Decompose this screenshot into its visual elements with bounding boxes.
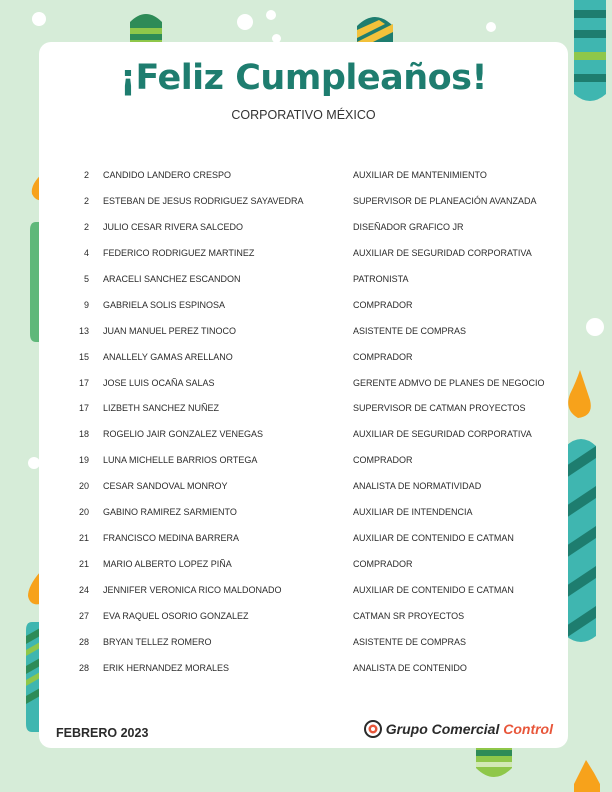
list-item (39, 372, 568, 398)
birthday-name: GABINO RAMIREZ SARMIENTO (103, 507, 237, 518)
birthday-position: COMPRADOR (353, 455, 413, 466)
list-item (39, 294, 568, 320)
flame-icon (572, 760, 602, 792)
birthday-day: 4 (83, 247, 89, 258)
flame-icon (26, 572, 40, 606)
birthday-name: LUNA MICHELLE BARRIOS ORTEGA (103, 455, 258, 466)
page-title: ¡Feliz Cumpleaños! (120, 58, 487, 98)
birthday-day: 2 (83, 170, 89, 180)
birthday-day: 2 (83, 195, 89, 206)
birthday-position: GERENTE ADMVO DE PLANES DE NEGOCIO (353, 377, 545, 388)
birthday-name: ARACELI SANCHEZ ESCANDON (103, 273, 241, 284)
birthday-position: SUPERVISOR DE PLANEACIÓN AVANZADA (353, 195, 537, 206)
candle-icon (26, 622, 40, 732)
birthday-name: JULIO CESAR RIVERA SALCEDO (103, 221, 244, 232)
list-item (39, 423, 568, 449)
birthday-name: LIZBETH SANCHEZ NUÑEZ (103, 403, 220, 414)
decorative-dot (32, 12, 46, 26)
birthday-day: 18 (78, 429, 89, 440)
decorative-dot (237, 14, 253, 30)
birthday-name: FRANCISCO MEDINA BARRERA (103, 533, 240, 544)
birthday-day: 21 (78, 533, 89, 544)
list-item (39, 657, 568, 683)
birthday-name: EVA RAQUEL OSORIO GONZALEZ (103, 610, 249, 621)
list-item (39, 164, 568, 190)
decorative-dot (586, 318, 604, 336)
list-item (39, 579, 568, 605)
birthday-position: AUXILIAR DE INTENDENCIA (353, 507, 473, 518)
birthday-day: 27 (78, 610, 89, 621)
page-subtitle: CORPORATIVO MÉXICO (231, 108, 376, 122)
birthday-day: 2 (83, 221, 89, 232)
birthday-position: ANALISTA DE CONTENIDO (353, 662, 467, 673)
birthday-name: JENNIFER VERONICA RICO MALDONADO (103, 585, 282, 595)
birthday-day: 15 (78, 351, 89, 362)
candle-icon (474, 744, 514, 780)
list-item (39, 397, 568, 423)
logo-icon (364, 720, 382, 738)
birthday-position: COMPRADOR (353, 299, 413, 310)
birthday-position: PATRONISTA (353, 273, 409, 284)
birthday-day: 19 (78, 455, 89, 466)
birthday-name: ANALLELY GAMAS ARELLANO (103, 351, 233, 362)
birthday-day: 28 (78, 636, 89, 647)
list-item (39, 501, 568, 527)
birthday-position: COMPRADOR (353, 559, 413, 570)
birthday-position: AUXILIAR DE CONTENIDO E CATMAN (353, 585, 514, 595)
birthday-card (39, 42, 568, 748)
birthday-name: JUAN MANUEL PEREZ TINOCO (103, 325, 237, 336)
list-item (39, 527, 568, 553)
birthday-day: 20 (78, 481, 89, 492)
birthday-position: ASISTENTE DE COMPRAS (353, 636, 467, 647)
birthday-position: AUXILIAR DE SEGURIDAD CORPORATIVA (353, 429, 532, 440)
decorative-dot (266, 10, 276, 20)
birthday-name: BRYAN TELLEZ ROMERO (103, 636, 212, 647)
birthday-day: 9 (83, 299, 89, 310)
list-item (39, 216, 568, 242)
birthday-name: CESAR SANDOVAL MONROY (103, 481, 228, 492)
list-item (39, 475, 568, 501)
birthday-position: AUXILIAR DE CONTENIDO E CATMAN (353, 533, 514, 544)
list-item (39, 346, 568, 372)
list-item (39, 631, 568, 657)
birthday-name: JOSE LUIS OCAÑA SALAS (103, 377, 215, 388)
list-item (39, 449, 568, 475)
birthday-name: MARIO ALBERTO LOPEZ PIÑA (103, 559, 232, 570)
logo-text (386, 721, 553, 737)
birthday-position: COMPRADOR (353, 351, 413, 362)
footer-date: FEBRERO 2023 (56, 726, 149, 740)
birthday-day: 20 (78, 507, 89, 518)
birthday-day: 17 (78, 377, 89, 388)
birthday-day: 24 (78, 585, 89, 595)
list-item (39, 268, 568, 294)
candle-icon (566, 436, 596, 646)
birthday-position: SUPERVISOR DE CATMAN PROYECTOS (353, 403, 526, 414)
candle-icon (572, 0, 608, 104)
birthday-name: FEDERICO RODRIGUEZ MARTINEZ (103, 247, 255, 258)
birthday-position: DISEÑADOR GRAFICO JR (353, 221, 464, 232)
birthday-position: ASISTENTE DE COMPRAS (353, 325, 467, 336)
birthday-name: ERIK HERNANDEZ MORALES (103, 662, 230, 673)
list-item (39, 190, 568, 216)
birthday-position: ANALISTA DE NORMATIVIDAD (353, 481, 482, 492)
birthday-day: 21 (78, 559, 89, 570)
birthday-list (39, 164, 568, 683)
birthday-name: GABRIELA SOLIS ESPINOSA (103, 299, 226, 310)
birthday-day: 5 (83, 273, 89, 284)
birthday-day: 17 (78, 403, 89, 414)
birthday-position: CATMAN SR PROYECTOS (353, 610, 465, 621)
birthday-name: ESTEBAN DE JESUS RODRIGUEZ SAYAVEDRA (103, 195, 304, 206)
birthday-name: CANDIDO LANDERO CRESPO (103, 170, 232, 180)
birthday-position: AUXILIAR DE SEGURIDAD CORPORATIVA (353, 247, 532, 258)
birthday-position: AUXILIAR DE MANTENIMIENTO (353, 170, 487, 180)
birthday-name: ROGELIO JAIR GONZALEZ VENEGAS (103, 429, 264, 440)
birthday-day: 28 (78, 662, 89, 673)
logo-main-text: Grupo Comercial (385, 721, 504, 737)
flame-icon (566, 370, 594, 420)
list-item (39, 320, 568, 346)
list-item (39, 242, 568, 268)
birthday-day: 13 (78, 325, 89, 336)
list-item (39, 553, 568, 579)
list-item (39, 605, 568, 631)
decorative-dot (486, 22, 496, 32)
company-logo (364, 720, 553, 738)
logo-accent-text: Control (503, 721, 553, 737)
